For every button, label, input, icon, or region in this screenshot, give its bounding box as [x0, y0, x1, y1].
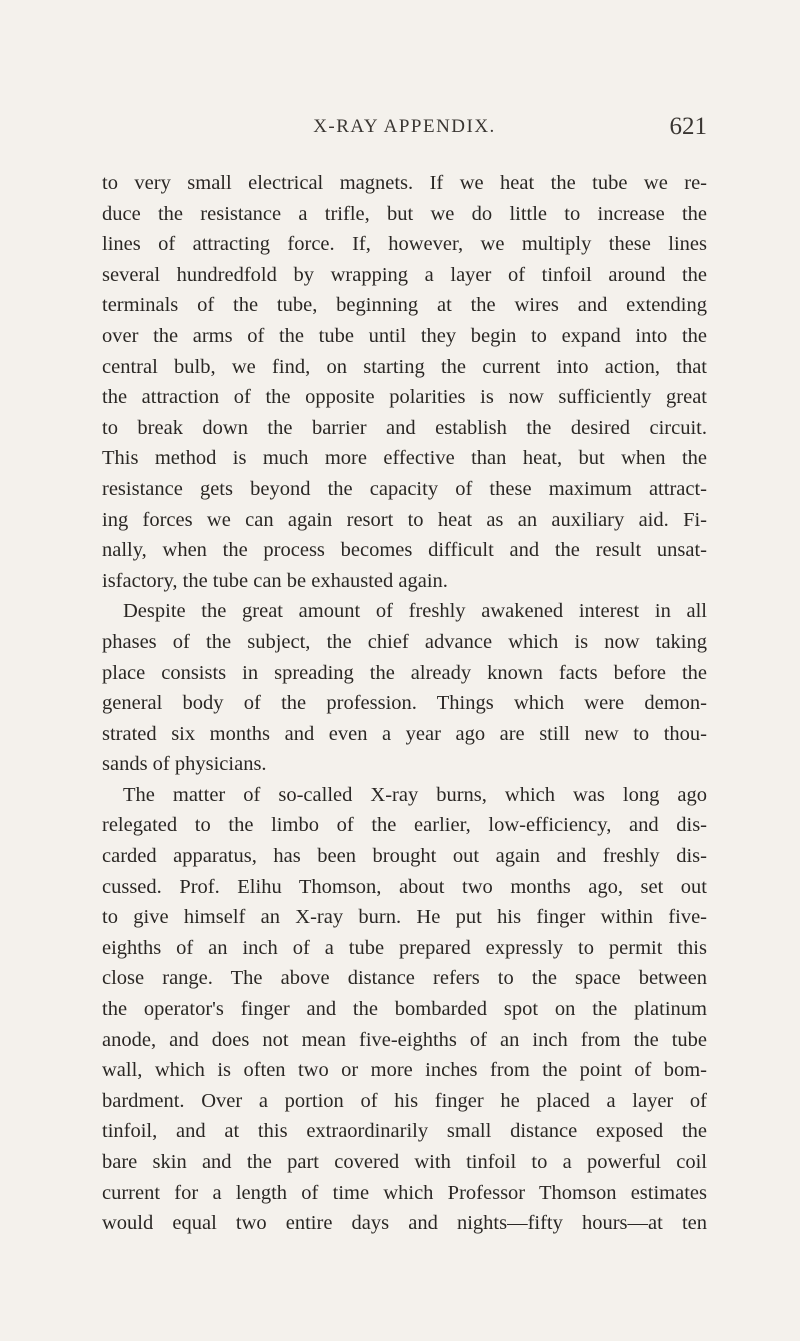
text-line: nally, when the process becomes difficult and the result unsat-: [102, 539, 707, 562]
text-line: the operator's finger and the bombarded spot on the platinum: [102, 998, 707, 1021]
text-line: terminals of the tube, beginning at the wires and extending: [102, 294, 707, 317]
text-line: bare skin and the part covered with tinfoil to a powerful coil: [102, 1151, 707, 1173]
text-line: This method is much more effective than heat, but when the: [102, 447, 707, 470]
text-line: anode, and does not mean five-eighths of an inch from the tube: [102, 1028, 707, 1051]
text-line: phases of the subject, the chief advance which is now taking: [102, 630, 707, 653]
text-line: ing forces we can again resort to heat as an auxiliary aid. Fi-: [102, 508, 707, 531]
page-number: 621: [669, 113, 707, 140]
body-text: [102, 168, 707, 1239]
text-line: current for a length of time which Professor Thomson estimates: [102, 1181, 707, 1204]
running-head: [102, 113, 707, 146]
text-line: relegated to the limbo of the earlier, low-efficiency, and dis-: [102, 814, 707, 837]
text-line: wall, which is often two or more inches from the point of bom-: [102, 1059, 707, 1082]
text-line: carded apparatus, has been brought out again and freshly dis-: [102, 845, 707, 868]
text-line: tinfoil, and at this extraordinarily small distance exposed the: [102, 1120, 707, 1143]
text-line: central bulb, we find, on starting the current into action, that: [102, 355, 707, 378]
text-line: eighths of an inch of a tube prepared expressly to permit this: [102, 936, 707, 959]
text-line: The matter of so-called X-ray burns, which was long ago: [123, 783, 707, 806]
text-line: to break down the barrier and establish the desired circuit.: [102, 416, 707, 439]
text-line: place consists in spreading the already known facts before the: [102, 661, 707, 684]
text-line: duce the resistance a trifle, but we do little to increase the: [102, 202, 707, 225]
text-line: several hundredfold by wrapping a layer of tinfoil around the: [102, 263, 707, 286]
text-line: over the arms of the tube until they begin to expand into the: [102, 324, 707, 347]
text-line: lines of attracting force. If, however, we multiply these lines: [102, 233, 707, 256]
text-line: the attraction of the opposite polarities is now sufficiently great: [102, 386, 707, 409]
text-line: isfactory, the tube can be exhausted again.: [102, 569, 448, 592]
text-line: resistance gets beyond the capacity of these maximum attract-: [102, 477, 707, 500]
text-line: cussed. Prof. Elihu Thomson, about two months ago, set out: [102, 875, 707, 898]
text-line: close range. The above distance refers to the space between: [102, 967, 707, 990]
text-line: to give himself an X-ray burn. He put his finger within five-: [102, 906, 707, 929]
running-title: X-RAY APPENDIX.: [313, 116, 496, 137]
text-line: to very small electrical magnets. If we heat the tube we re-: [102, 172, 707, 194]
text-line: Despite the great amount of freshly awakened interest in all: [123, 600, 707, 623]
text-line: general body of the profession. Things which were demon-: [102, 692, 707, 715]
text-line: sands of physicians.: [102, 753, 267, 776]
text-line: would equal two entire days and nights—fifty hours—at ten: [102, 1212, 707, 1235]
text-line: bardment. Over a portion of his finger he placed a layer of: [102, 1089, 707, 1112]
text-line: strated six months and even a year ago are still new to thou-: [102, 722, 707, 745]
